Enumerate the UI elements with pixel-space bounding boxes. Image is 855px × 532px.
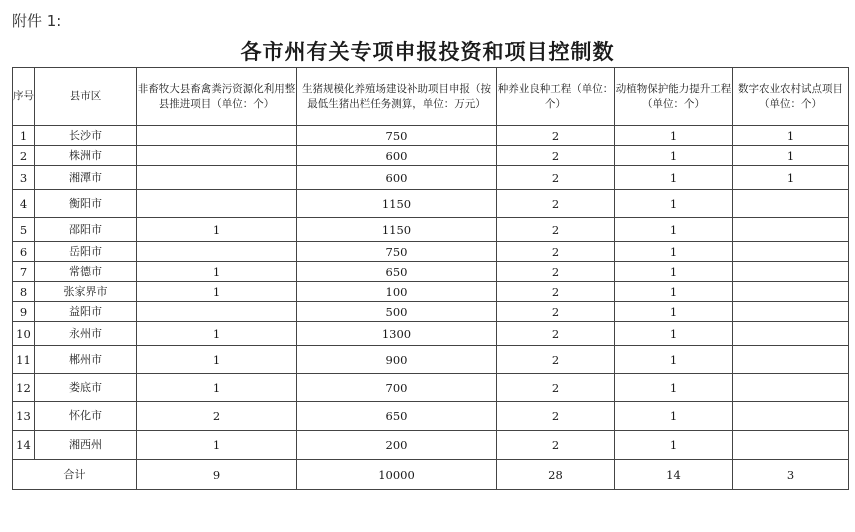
row-city: 湘潭市 — [35, 166, 137, 190]
row-breeding-count: 2 — [497, 374, 615, 402]
row-digital-count — [733, 242, 849, 262]
row-seq: 14 — [13, 431, 35, 460]
row-breeding-count: 2 — [497, 402, 615, 431]
table-row — [13, 218, 849, 242]
row-protection-count: 1 — [615, 431, 733, 460]
row-city: 怀化市 — [35, 402, 137, 431]
table-row — [13, 322, 849, 346]
row-city: 郴州市 — [35, 346, 137, 374]
row-manure-count: 1 — [137, 374, 297, 402]
table-row — [13, 242, 849, 262]
total-c: 28 — [497, 460, 615, 490]
row-breeding-count: 2 — [497, 431, 615, 460]
row-manure-count: 1 — [137, 282, 297, 302]
table-row — [13, 402, 849, 431]
row-pig-subsidy: 200 — [297, 431, 497, 460]
row-pig-subsidy: 900 — [297, 346, 497, 374]
row-digital-count — [733, 190, 849, 218]
table-row — [13, 190, 849, 218]
row-protection-count: 1 — [615, 166, 733, 190]
control-table — [12, 67, 849, 490]
total-a: 9 — [137, 460, 297, 490]
table-row — [13, 346, 849, 374]
row-digital-count: 1 — [733, 126, 849, 146]
row-breeding-count: 2 — [497, 302, 615, 322]
row-seq: 9 — [13, 302, 35, 322]
row-digital-count — [733, 322, 849, 346]
header-manure-project: 非畜牧大县畜禽粪污资源化利用整县推进项目（单位：个） — [137, 68, 297, 126]
header-row — [13, 68, 849, 126]
row-digital-count: 1 — [733, 166, 849, 190]
total-label: 合计 — [13, 460, 137, 490]
row-city: 永州市 — [35, 322, 137, 346]
row-digital-count — [733, 346, 849, 374]
row-protection-count: 1 — [615, 374, 733, 402]
row-breeding-count: 2 — [497, 322, 615, 346]
page-title: 各市州有关专项申报投资和项目控制数 — [240, 39, 615, 64]
row-protection-count: 1 — [615, 126, 733, 146]
row-seq: 1 — [13, 126, 35, 146]
row-seq: 6 — [13, 242, 35, 262]
row-city: 岳阳市 — [35, 242, 137, 262]
table-row — [13, 282, 849, 302]
table-row — [13, 262, 849, 282]
row-breeding-count: 2 — [497, 166, 615, 190]
row-city: 益阳市 — [35, 302, 137, 322]
row-pig-subsidy: 750 — [297, 126, 497, 146]
row-pig-subsidy: 1150 — [297, 218, 497, 242]
row-pig-subsidy: 650 — [297, 262, 497, 282]
row-protection-count: 1 — [615, 190, 733, 218]
row-digital-count — [733, 374, 849, 402]
row-city: 张家界市 — [35, 282, 137, 302]
table-row — [13, 126, 849, 146]
row-protection-count: 1 — [615, 322, 733, 346]
row-pig-subsidy: 650 — [297, 402, 497, 431]
row-digital-count — [733, 431, 849, 460]
row-breeding-count: 2 — [497, 126, 615, 146]
row-manure-count — [137, 242, 297, 262]
row-city: 株洲市 — [35, 146, 137, 166]
row-pig-subsidy: 500 — [297, 302, 497, 322]
row-protection-count: 1 — [615, 218, 733, 242]
row-seq: 10 — [13, 322, 35, 346]
row-city: 娄底市 — [35, 374, 137, 402]
row-seq: 11 — [13, 346, 35, 374]
row-city: 衡阳市 — [35, 190, 137, 218]
row-protection-count: 1 — [615, 346, 733, 374]
row-pig-subsidy: 600 — [297, 146, 497, 166]
row-digital-count — [733, 402, 849, 431]
header-digital-agriculture: 数字农业农村试点项目（单位：个） — [733, 68, 849, 126]
row-manure-count — [137, 190, 297, 218]
row-pig-subsidy: 1150 — [297, 190, 497, 218]
row-manure-count — [137, 126, 297, 146]
row-pig-subsidy: 750 — [297, 242, 497, 262]
total-e: 3 — [733, 460, 849, 490]
row-seq: 8 — [13, 282, 35, 302]
row-protection-count: 1 — [615, 242, 733, 262]
row-manure-count: 1 — [137, 218, 297, 242]
row-breeding-count: 2 — [497, 346, 615, 374]
row-seq: 5 — [13, 218, 35, 242]
table-row — [13, 374, 849, 402]
attachment-label: 附件 1: — [12, 12, 62, 30]
row-digital-count — [733, 302, 849, 322]
row-digital-count: 1 — [733, 146, 849, 166]
row-pig-subsidy: 700 — [297, 374, 497, 402]
header-city: 县市区 — [35, 68, 137, 126]
row-seq: 7 — [13, 262, 35, 282]
row-protection-count: 1 — [615, 282, 733, 302]
total-b: 10000 — [297, 460, 497, 490]
row-manure-count: 1 — [137, 322, 297, 346]
row-manure-count: 1 — [137, 431, 297, 460]
row-digital-count — [733, 262, 849, 282]
row-manure-count: 1 — [137, 262, 297, 282]
row-breeding-count: 2 — [497, 262, 615, 282]
row-seq: 3 — [13, 166, 35, 190]
header-plant-animal-protection: 动植物保护能力提升工程（单位：个） — [615, 68, 733, 126]
table-row — [13, 146, 849, 166]
row-seq: 2 — [13, 146, 35, 166]
row-city: 邵阳市 — [35, 218, 137, 242]
row-breeding-count: 2 — [497, 218, 615, 242]
row-protection-count: 1 — [615, 402, 733, 431]
table-row — [13, 166, 849, 190]
row-city: 湘西州 — [35, 431, 137, 460]
total-row — [13, 460, 849, 490]
row-protection-count: 1 — [615, 302, 733, 322]
row-pig-subsidy: 1300 — [297, 322, 497, 346]
row-seq: 13 — [13, 402, 35, 431]
row-city: 常德市 — [35, 262, 137, 282]
row-digital-count — [733, 218, 849, 242]
row-pig-subsidy: 600 — [297, 166, 497, 190]
row-breeding-count: 2 — [497, 146, 615, 166]
row-manure-count — [137, 302, 297, 322]
row-breeding-count: 2 — [497, 190, 615, 218]
row-digital-count — [733, 282, 849, 302]
row-manure-count: 1 — [137, 346, 297, 374]
row-breeding-count: 2 — [497, 282, 615, 302]
header-seq: 序号 — [13, 68, 35, 126]
row-seq: 12 — [13, 374, 35, 402]
row-city: 长沙市 — [35, 126, 137, 146]
header-breeding-project: 种养业良种工程（单位：个） — [497, 68, 615, 126]
row-manure-count: 2 — [137, 402, 297, 431]
table-row — [13, 431, 849, 460]
row-manure-count — [137, 166, 297, 190]
row-pig-subsidy: 100 — [297, 282, 497, 302]
row-protection-count: 1 — [615, 146, 733, 166]
total-d: 14 — [615, 460, 733, 490]
row-protection-count: 1 — [615, 262, 733, 282]
row-breeding-count: 2 — [497, 242, 615, 262]
table-row — [13, 302, 849, 322]
header-pig-farm-subsidy: 生猪规模化养殖场建设补助项目申报（按最低生猪出栏任务测算，单位：万元） — [297, 68, 497, 126]
row-seq: 4 — [13, 190, 35, 218]
row-manure-count — [137, 146, 297, 166]
